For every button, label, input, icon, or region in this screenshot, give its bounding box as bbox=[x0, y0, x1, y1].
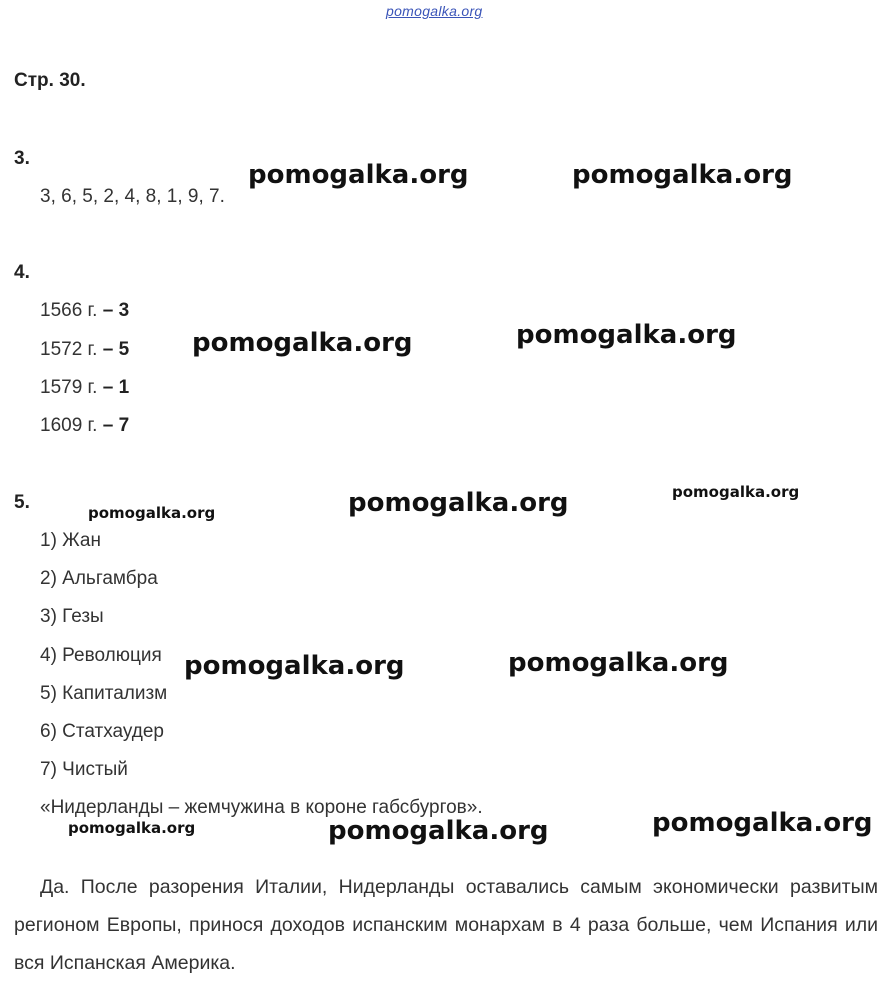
task-5-quote: «Нидерланды – жемчужина в короне габсбургов». bbox=[40, 797, 483, 818]
task-4-item: 1609 г. – 7 bbox=[40, 415, 130, 436]
task-5-item: 6) Статхаудер bbox=[40, 721, 164, 742]
watermark: pomogalka.org bbox=[508, 648, 729, 678]
watermark: pomogalka.org bbox=[192, 328, 413, 358]
watermark: pomogalka.org bbox=[348, 488, 569, 518]
task-5-item: 2) Альгамбра bbox=[40, 568, 158, 589]
header-watermark: pomogalka.org bbox=[386, 3, 483, 19]
task-4-item: 1572 г. – 5 bbox=[40, 339, 130, 360]
task-3-number: 3. bbox=[14, 148, 30, 169]
task-4-item: 1566 г. – 3 bbox=[40, 300, 130, 321]
task-5-number: 5. bbox=[14, 492, 30, 513]
task-4-item: 1579 г. – 1 bbox=[40, 377, 130, 398]
task-5-item: 4) Революция bbox=[40, 645, 162, 666]
watermark: pomogalka.org bbox=[572, 160, 793, 190]
watermark: pomogalka.org bbox=[68, 819, 196, 837]
watermark: pomogalka.org bbox=[652, 808, 873, 838]
page-title: Стр. 30. bbox=[14, 70, 86, 91]
task-4-number: 4. bbox=[14, 262, 30, 283]
task-5-item: 5) Капитализм bbox=[40, 683, 168, 704]
task-5-paragraph: Да. После разорения Италии, Нидерланды оставались самым экономически развитым регионом Европы, принося доходов испанским монархам в 4 раза больше, чем Испания или вся Испанская Америка. bbox=[14, 876, 878, 974]
watermark: pomogalka.org bbox=[672, 483, 800, 501]
watermark: pomogalka.org bbox=[88, 504, 216, 522]
watermark: pomogalka.org bbox=[516, 320, 737, 350]
task-3-answer: 3, 6, 5, 2, 4, 8, 1, 9, 7. bbox=[40, 186, 225, 207]
watermark: pomogalka.org bbox=[248, 160, 469, 190]
watermark: pomogalka.org bbox=[184, 651, 405, 681]
task-5-item: 1) Жан bbox=[40, 530, 101, 551]
task-5-item: 7) Чистый bbox=[40, 759, 128, 780]
watermark: pomogalka.org bbox=[328, 816, 549, 846]
task-5-item: 3) Гезы bbox=[40, 606, 104, 627]
